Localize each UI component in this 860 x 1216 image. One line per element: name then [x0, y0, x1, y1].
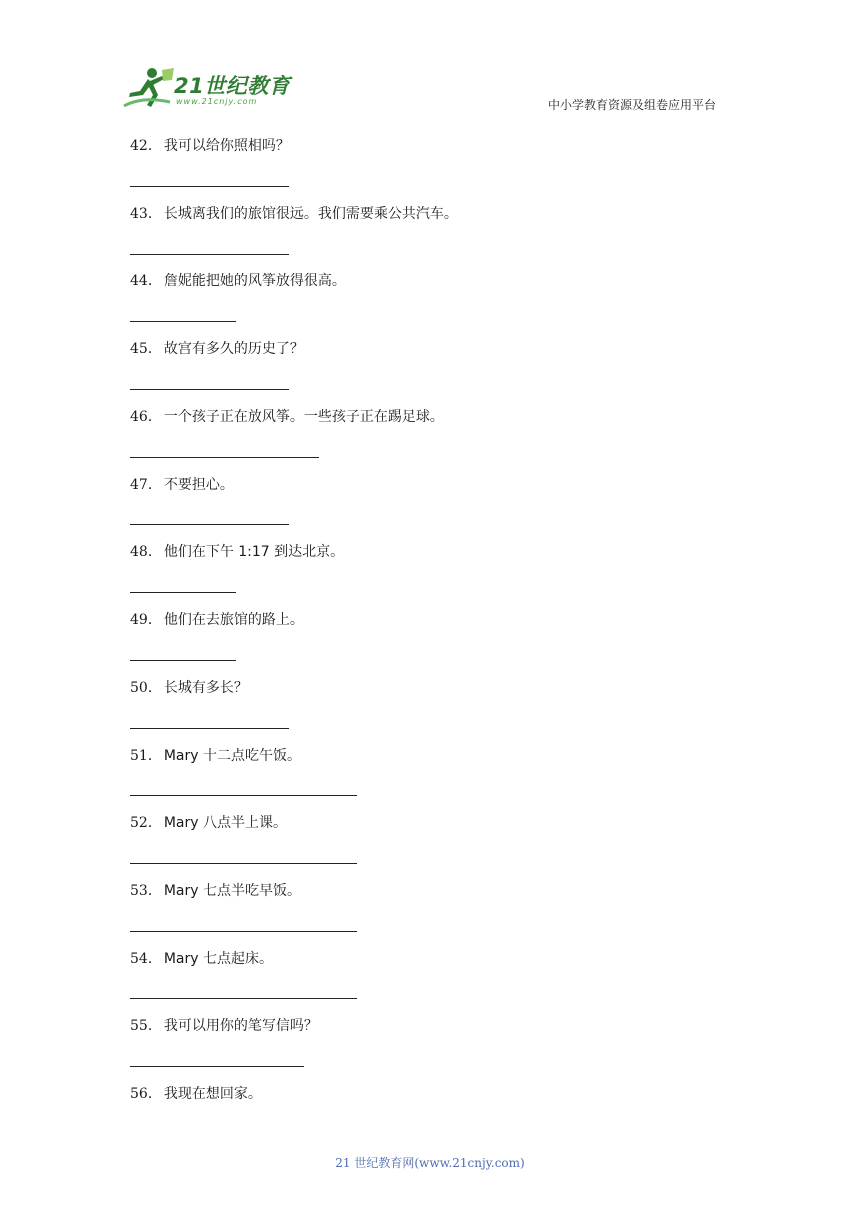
question-text: 长城有多长？ [163, 680, 248, 696]
question-text: 故宫有多久的历史了？ [163, 341, 304, 357]
answer-line[interactable] [130, 592, 236, 593]
page-footer: 21 世纪教育网(www.21cnjy.com) [335, 1156, 525, 1170]
site-logo[interactable] [122, 66, 292, 116]
question-item [130, 476, 234, 494]
question-text: Mary 七点起床。 [163, 951, 273, 967]
question-item [130, 340, 304, 358]
answer-line[interactable] [130, 931, 357, 932]
question-text: 我可以给你照相吗？ [163, 138, 290, 154]
answer-line[interactable] [130, 1066, 304, 1067]
page-header [0, 0, 860, 120]
question-number: 54． [130, 951, 162, 967]
question-number: 45． [130, 341, 162, 357]
question-number: 53． [130, 883, 162, 899]
question-text: Mary 七点半吃早饭。 [163, 883, 301, 899]
question-text: Mary 十二点吃午饭。 [163, 748, 301, 764]
logo-title: 21世纪教育 [174, 74, 291, 98]
question-number: 43． [130, 206, 162, 222]
answer-line[interactable] [130, 998, 357, 999]
question-number: 48． [130, 544, 162, 560]
answer-line[interactable] [130, 186, 289, 187]
question-number: 44． [130, 273, 162, 289]
question-text: 不要担心。 [163, 477, 234, 493]
question-item [130, 611, 304, 629]
question-number: 42． [130, 138, 162, 154]
question-text: 他们在去旅馆的路上。 [163, 612, 304, 628]
question-item [130, 747, 301, 765]
question-number: 50． [130, 680, 162, 696]
question-item [130, 205, 458, 223]
question-text: 詹妮能把她的风筝放得很高。 [163, 273, 346, 289]
question-item [130, 137, 290, 155]
logo-url: www.21cnjy.com [176, 97, 258, 106]
question-number: 51． [130, 748, 162, 764]
question-number: 49． [130, 612, 162, 628]
answer-line[interactable] [130, 660, 236, 661]
question-item [130, 1017, 318, 1035]
question-text: 一个孩子正在放风筝。一些孩子正在踢足球。 [163, 409, 444, 425]
answer-line[interactable] [130, 457, 319, 458]
question-item [130, 814, 287, 832]
question-number: 46． [130, 409, 162, 425]
platform-title: 中小学教育资源及组卷应用平台 [548, 98, 717, 112]
question-text: Mary 八点半上课。 [163, 815, 287, 831]
question-text: 我现在想回家。 [163, 1086, 262, 1102]
question-item [130, 272, 346, 290]
question-text: 长城离我们的旅馆很远。我们需要乘公共汽车。 [163, 206, 458, 222]
question-item [130, 408, 444, 426]
question-number: 55． [130, 1018, 162, 1034]
question-item [130, 1085, 262, 1103]
question-item [130, 950, 273, 968]
question-text: 我可以用你的笔写信吗？ [163, 1018, 318, 1034]
question-number: 52． [130, 815, 162, 831]
answer-line[interactable] [130, 795, 357, 796]
answer-line[interactable] [130, 254, 289, 255]
runner-logo-icon [122, 66, 178, 112]
answer-line[interactable] [130, 728, 289, 729]
answer-line[interactable] [130, 524, 289, 525]
question-number: 47． [130, 477, 162, 493]
question-number: 56． [130, 1086, 162, 1102]
answer-line[interactable] [130, 863, 357, 864]
answer-line[interactable] [130, 321, 236, 322]
question-text: 他们在下午 1:17 到达北京。 [163, 544, 345, 560]
answer-line[interactable] [130, 389, 289, 390]
question-item [130, 882, 301, 900]
question-item [130, 679, 248, 697]
question-item [130, 543, 344, 561]
